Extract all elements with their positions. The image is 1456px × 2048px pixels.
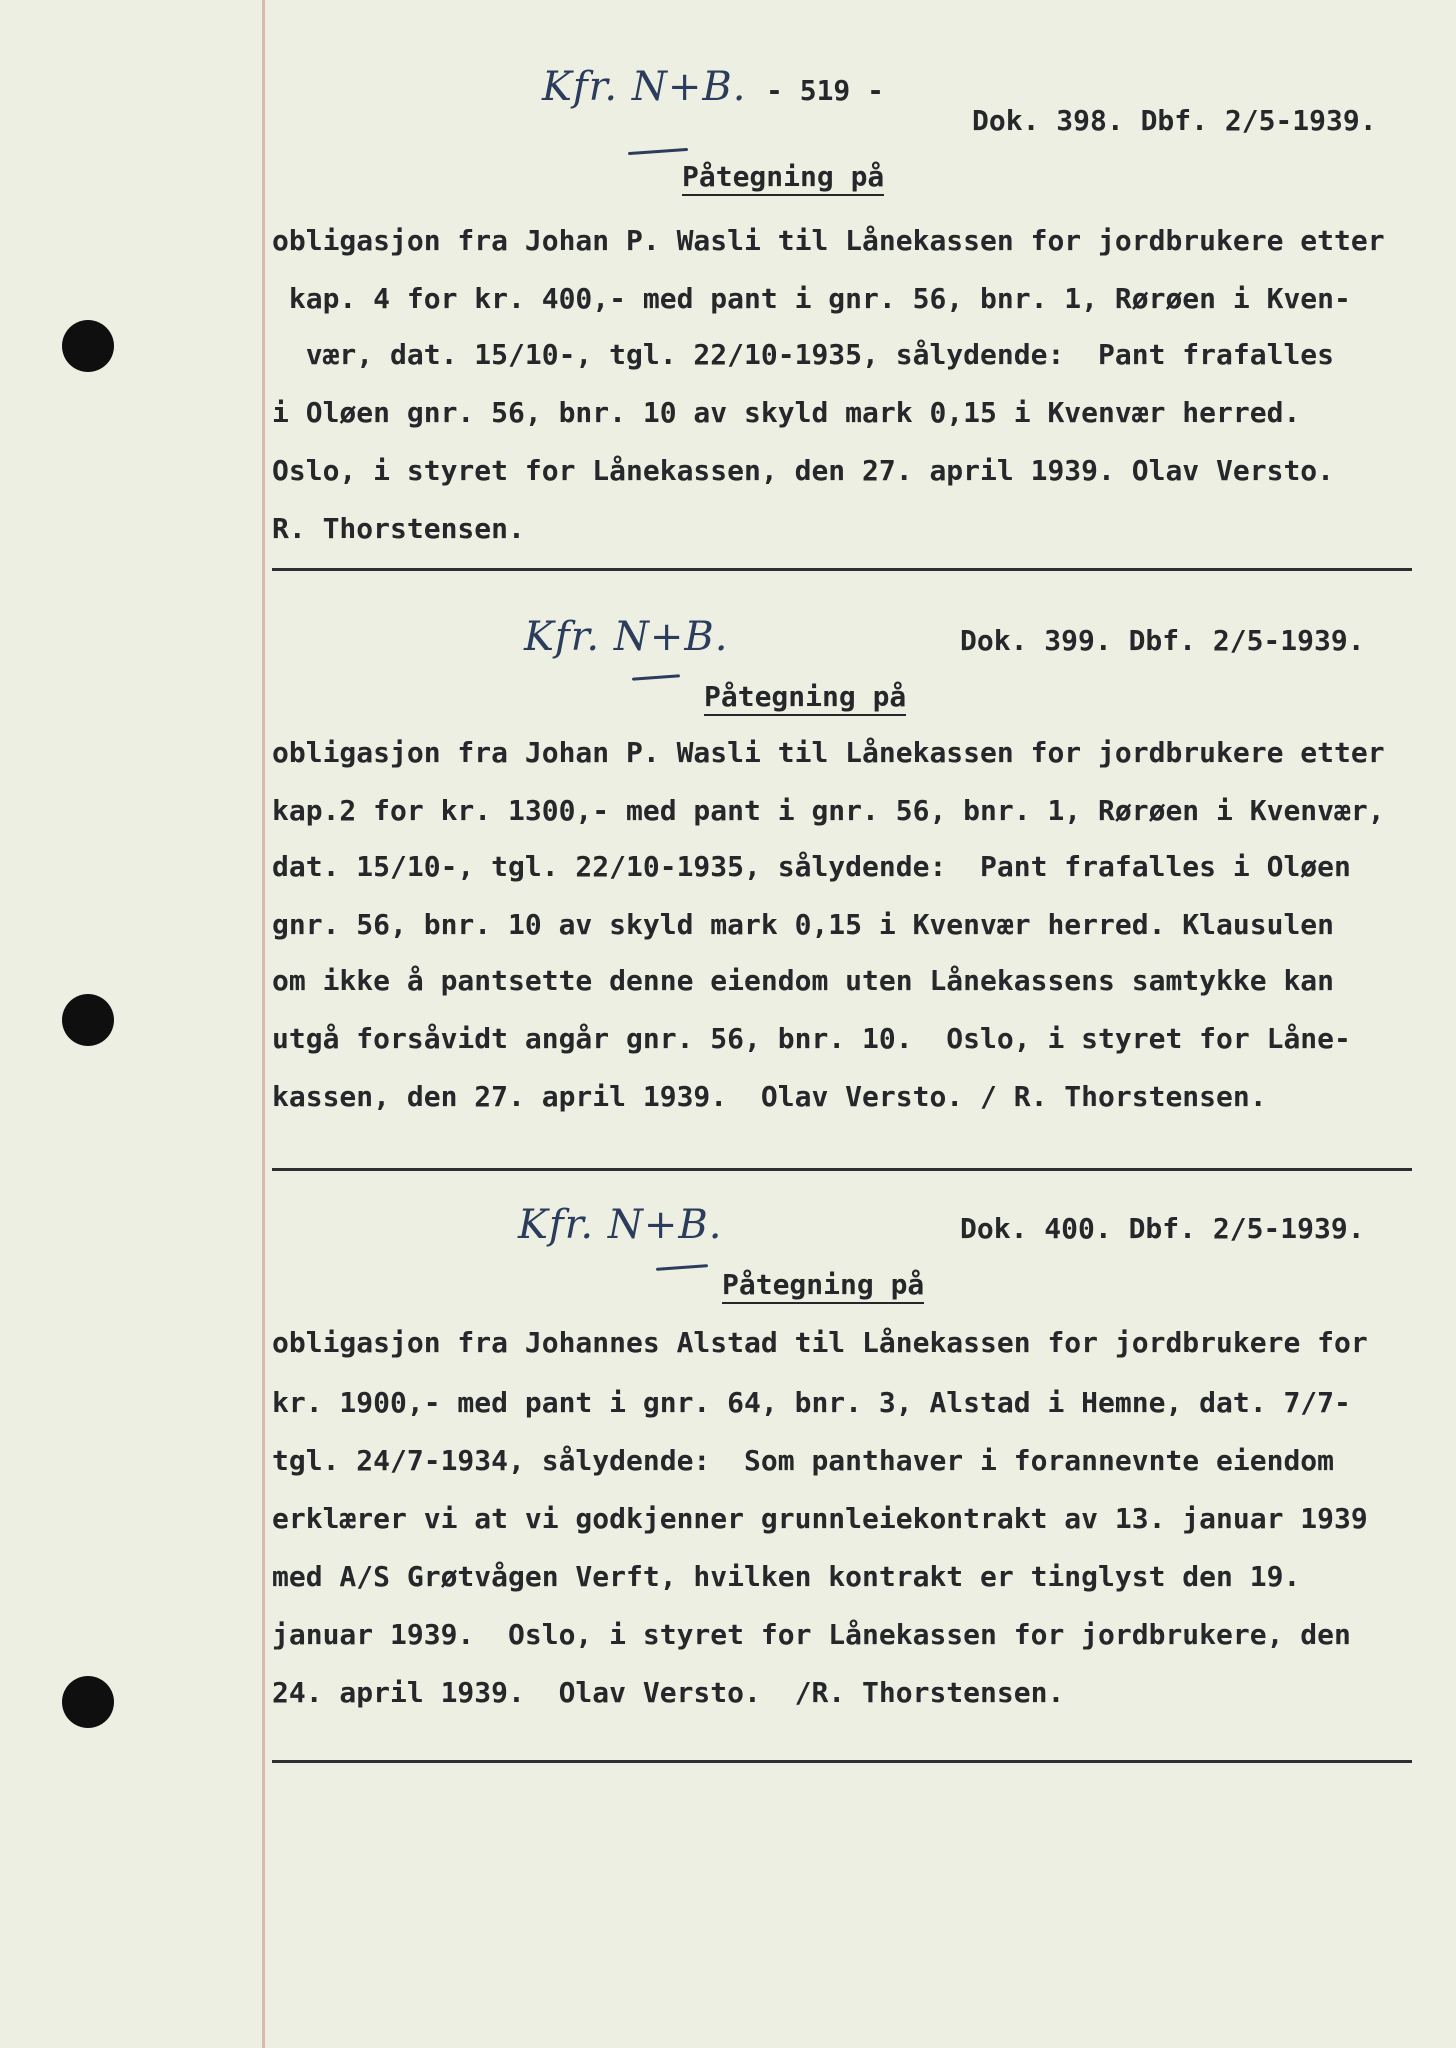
body-line: gnr. 56, bnr. 10 av skyld mark 0,15 i Kvenvær herred. Klausulen <box>272 908 1335 941</box>
body-line: tgl. 24/7-1934, sålydende: Som panthaver i forannevnte eiendom <box>272 1444 1335 1477</box>
margin-rule <box>262 0 265 2048</box>
entry-divider <box>272 568 1412 571</box>
body-line: utgå forsåvidt angår gnr. 56, bnr. 10. Oslo, i styret for Låne- <box>272 1022 1351 1055</box>
page-number: - 519 - <box>766 74 885 107</box>
entry-divider <box>272 1168 1412 1171</box>
handwritten-note: Kfr. N+B. <box>542 64 747 110</box>
body-line: januar 1939. Oslo, i styret for Lånekassen for jordbrukere, den <box>272 1618 1351 1651</box>
body-line: i Oløen gnr. 56, bnr. 10 av skyld mark 0,15 i Kvenvær herred. <box>272 396 1301 429</box>
handwritten-note: Kfr. N+B. <box>518 1202 723 1248</box>
body-line: erklærer vi at vi godkjenner grunnleiekontrakt av 13. januar 1939 <box>272 1502 1368 1535</box>
body-line: om ikke å pantsette denne eiendom uten Lånekassens samtykke kan <box>272 964 1335 997</box>
body-line: 24. april 1939. Olav Versto. /R. Thorstensen. <box>272 1676 1065 1709</box>
body-line: kap. 4 for kr. 400,- med pant i gnr. 56, bnr. 1, Rørøen i Kven- <box>272 282 1351 315</box>
entry-title: Påtegning på <box>722 1268 924 1304</box>
document-reference: Dok. 399. Dbf. 2/5-1939. <box>960 624 1365 657</box>
body-line: R. Thorstensen. <box>272 512 525 545</box>
handwritten-note: Kfr. N+B. <box>524 614 729 660</box>
entry-divider <box>272 1760 1412 1763</box>
handwritten-underline <box>632 674 680 680</box>
handwritten-underline <box>656 1264 708 1271</box>
document-reference: Dok. 398. Dbf. 2/5-1939. <box>972 104 1377 137</box>
entry-title: Påtegning på <box>682 160 884 196</box>
body-line: kr. 1900,- med pant i gnr. 64, bnr. 3, Alstad i Hemne, dat. 7/7- <box>272 1386 1351 1419</box>
body-line: Oslo, i styret for Lånekassen, den 27. april 1939. Olav Versto. <box>272 454 1335 487</box>
body-line: obligasjon fra Johan P. Wasli til Lånekassen for jordbrukere etter <box>272 736 1385 769</box>
punch-hole-icon <box>62 994 114 1046</box>
handwritten-underline <box>628 148 688 155</box>
body-line: obligasjon fra Johan P. Wasli til Lånekassen for jordbrukere etter <box>272 224 1385 257</box>
body-line: kassen, den 27. april 1939. Olav Versto. / R. Thorstensen. <box>272 1080 1267 1113</box>
body-line: vær, dat. 15/10-, tgl. 22/10-1935, sålydende: Pant frafalles <box>272 338 1335 371</box>
body-line: obligasjon fra Johannes Alstad til Lånekassen for jordbrukere for <box>272 1326 1368 1359</box>
punch-hole-icon <box>62 1676 114 1728</box>
entry-title: Påtegning på <box>704 680 906 716</box>
document-reference: Dok. 400. Dbf. 2/5-1939. <box>960 1212 1365 1245</box>
punch-hole-icon <box>62 320 114 372</box>
body-line: kap.2 for kr. 1300,- med pant i gnr. 56, bnr. 1, Rørøen i Kvenvær, <box>272 794 1385 827</box>
body-line: dat. 15/10-, tgl. 22/10-1935, sålydende: Pant frafalles i Oløen <box>272 850 1351 883</box>
body-line: med A/S Grøtvågen Verft, hvilken kontrakt er tinglyst den 19. <box>272 1560 1301 1593</box>
